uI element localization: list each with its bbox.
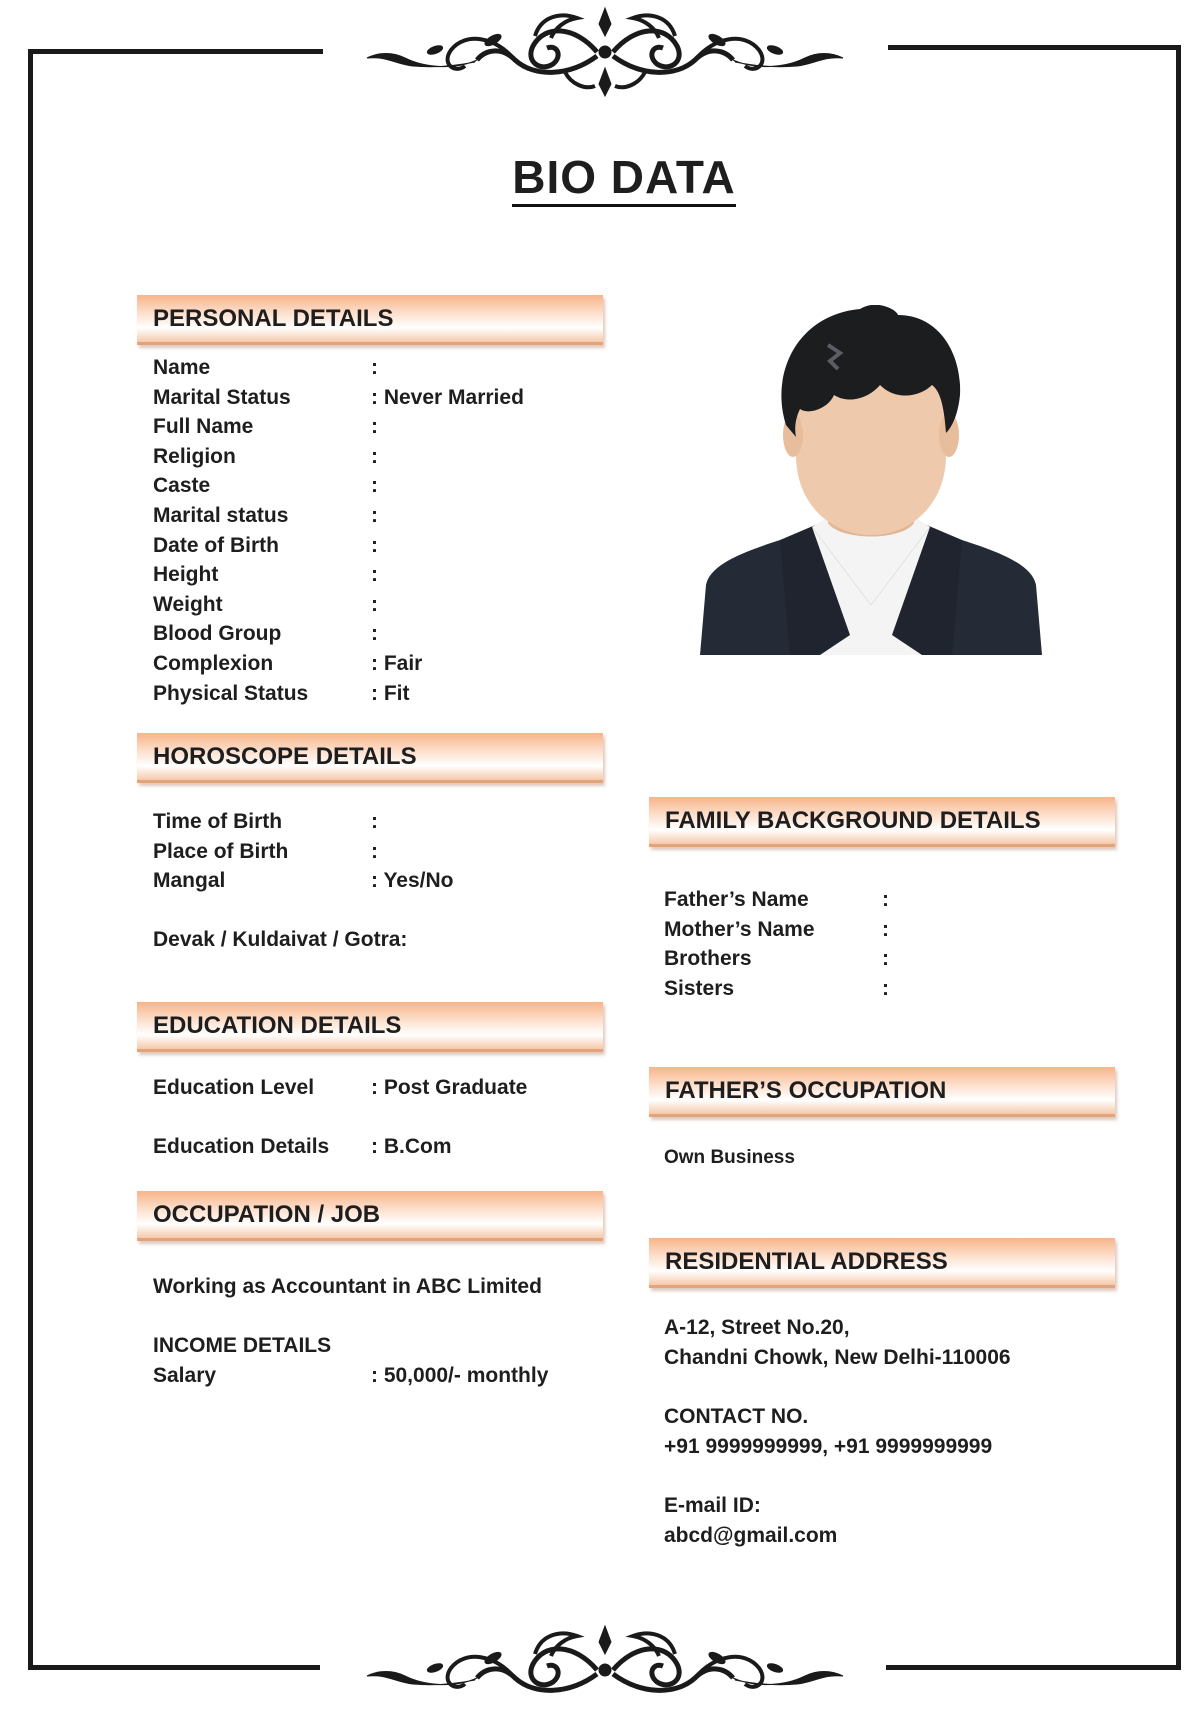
personal-row: Date of Birth : <box>153 533 378 557</box>
family-row: Father’s Name : <box>664 888 889 911</box>
frame-right <box>1176 45 1181 1670</box>
residential-address-header: RESIDENTIAL ADDRESS <box>649 1238 1115 1288</box>
contact-value: +91 9999999999, +91 9999999999 <box>664 1435 993 1458</box>
horoscope-row: Place of Birth : <box>153 839 378 863</box>
family-row: Sisters : <box>664 976 889 1000</box>
address-line-1: A-12, Street No.20, <box>664 1316 850 1339</box>
family-row: Mother’s Name : <box>664 917 889 941</box>
personal-row: Full Name : <box>153 415 378 439</box>
horoscope-row: Time of Birth : <box>153 810 378 833</box>
spacer <box>153 1103 613 1133</box>
fathers-occupation-header: FATHER’S OCCUPATION <box>649 1067 1115 1117</box>
horoscope-details-list <box>153 807 613 896</box>
personal-row: Caste : <box>153 474 378 498</box>
frame-top-left <box>28 49 323 54</box>
income-details-heading: INCOME DETAILS <box>153 1334 332 1357</box>
personal-row: Religion : <box>153 444 378 468</box>
personal-row: Height : <box>153 563 378 587</box>
fathers-occupation-value: Own Business <box>664 1147 795 1168</box>
horoscope-row: Mangal : Yes/No <box>153 869 454 893</box>
top-flourish-ornament <box>365 6 845 98</box>
education-details-list <box>153 1073 613 1162</box>
gotra-label: Devak / Kuldaivat / Gotra: <box>153 928 408 951</box>
profile-avatar-illustration <box>700 305 1042 655</box>
education-details-header: EDUCATION DETAILS <box>137 1002 603 1052</box>
salary-row: Salary : 50,000/- monthly <box>153 1364 549 1387</box>
frame-top-right <box>888 45 1181 50</box>
personal-row: Blood Group : <box>153 622 378 646</box>
personal-row: Physical Status : Fit <box>153 681 410 705</box>
education-level-row: Education Level : Post Graduate <box>153 1076 528 1099</box>
frame-bottom-left <box>28 1665 320 1670</box>
horoscope-details-header: HOROSCOPE DETAILS <box>137 733 603 783</box>
family-background-header: FAMILY BACKGROUND DETAILS <box>649 797 1115 847</box>
page-title: BIO DATA <box>0 150 1200 204</box>
email-label: E-mail ID: <box>664 1494 761 1517</box>
bottom-flourish-ornament <box>365 1624 845 1716</box>
salary-row-container <box>153 1361 613 1391</box>
personal-row: Complexion : Fair <box>153 651 423 675</box>
contact-label: CONTACT NO. <box>664 1405 809 1428</box>
frame-bottom-right <box>886 1665 1181 1670</box>
family-details-list <box>664 885 1144 1003</box>
email-value[interactable]: abcd@gmail.com <box>664 1524 838 1547</box>
personal-details-list <box>153 353 613 708</box>
personal-row: Weight : <box>153 592 378 616</box>
family-row: Brothers : <box>664 947 889 971</box>
personal-details-header: PERSONAL DETAILS <box>137 295 603 345</box>
address-line-2: Chandni Chowk, New Delhi-110006 <box>664 1346 1011 1369</box>
frame-left <box>28 49 33 1670</box>
occupation-description: Working as Accountant in ABC Limited <box>153 1275 542 1298</box>
occupation-job-header: OCCUPATION / JOB <box>137 1191 603 1241</box>
personal-row: Marital status : <box>153 503 378 527</box>
personal-row: Marital Status : Never Married <box>153 385 524 409</box>
personal-row: Name : <box>153 356 378 379</box>
education-details-row: Education Details : B.Com <box>153 1135 452 1159</box>
